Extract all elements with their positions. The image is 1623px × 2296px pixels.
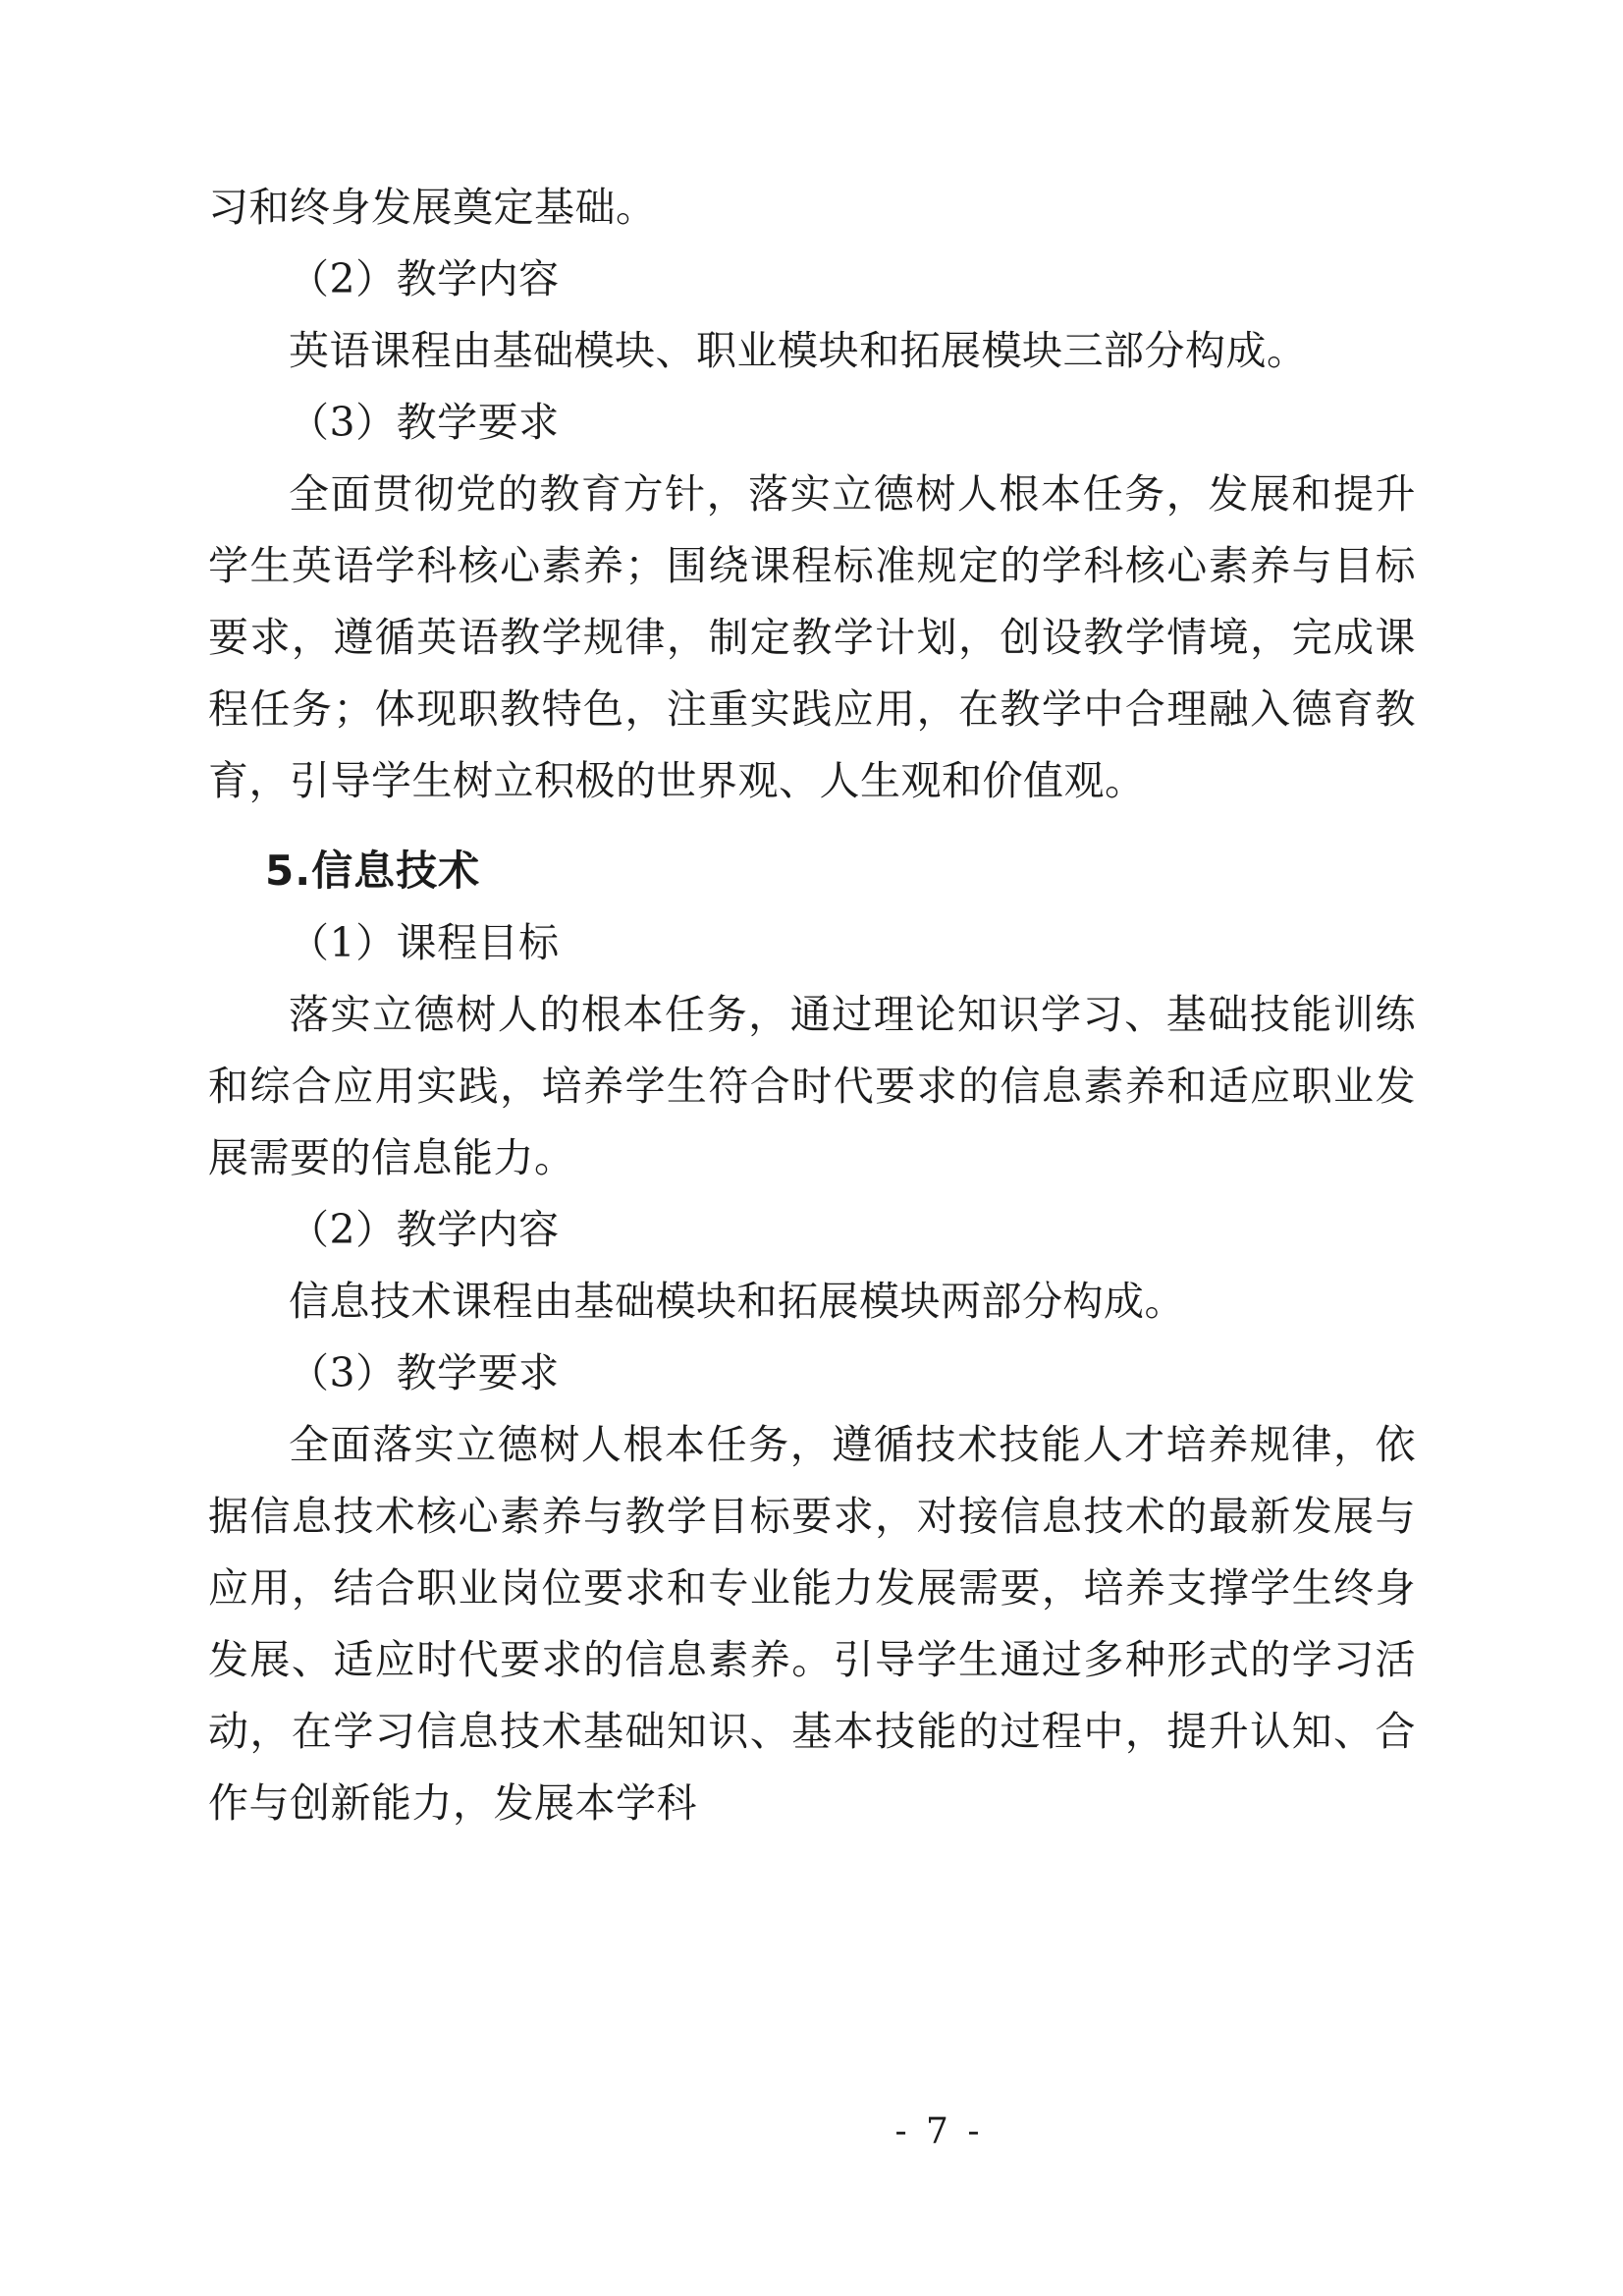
paragraph-teaching-requirements-heading-it: （3）教学要求 [289,1349,560,1397]
paragraph-it-requirements-body: 全面落实立德树人根本任务，遵循技术技能人才培养规律，依据信息技术核心素养与教学目标要求，对接信息技术的最新发展与应用，结合职业岗位要求和专业能力发展需要，培养支撑学生终身发展、适应时代要求的信息素养。引导学生通过多种形式的学习活动，在学习信息技术基础知识、基本技能的过程中，提升认知、合作与创新能力，发展本学科 [208,1421,1416,1828]
paragraph-continued: 习和终身发展奠定基础。 [208,184,657,231]
paragraph-teaching-requirements-heading-english: （3）教学要求 [289,398,560,446]
paragraph-it-modules: 信息技术课程由基础模块和拓展模块两部分构成。 [289,1278,1185,1326]
paragraph-teaching-content-heading-english: （2）教学内容 [289,254,560,302]
section-heading-information-technology: 5.信息技术 [265,846,481,895]
page-content [208,172,1416,1839]
paragraph-english-requirements-body: 全面贯彻党的教育方针，落实立德树人根本任务，发展和提升学生英语学科核心素养；围绕课程标准规定的学科核心素养与目标要求，遵循英语教学规律，制定教学计划，创设教学情境，完成课程任务；体现职教特色，注重实践应用，在教学中合理融入德育教育，引导学生树立积极的世界观、人生观和价值观。 [208,469,1416,804]
paragraph-english-modules: 英语课程由基础模块、职业模块和拓展模块三部分构成。 [289,326,1308,374]
paragraph-course-objective-body: 落实立德树人的根本任务，通过理论知识学习、基础技能训练和综合应用实践，培养学生符合时代要求的信息素养和适应职业发展需要的信息能力。 [208,991,1416,1182]
paragraph-teaching-content-heading-it: （2）教学内容 [289,1206,560,1254]
page-number: - 7 - [894,2111,984,2152]
paragraph-course-objective-heading: （1）课程目标 [289,919,560,967]
section-spacer [208,817,1416,835]
